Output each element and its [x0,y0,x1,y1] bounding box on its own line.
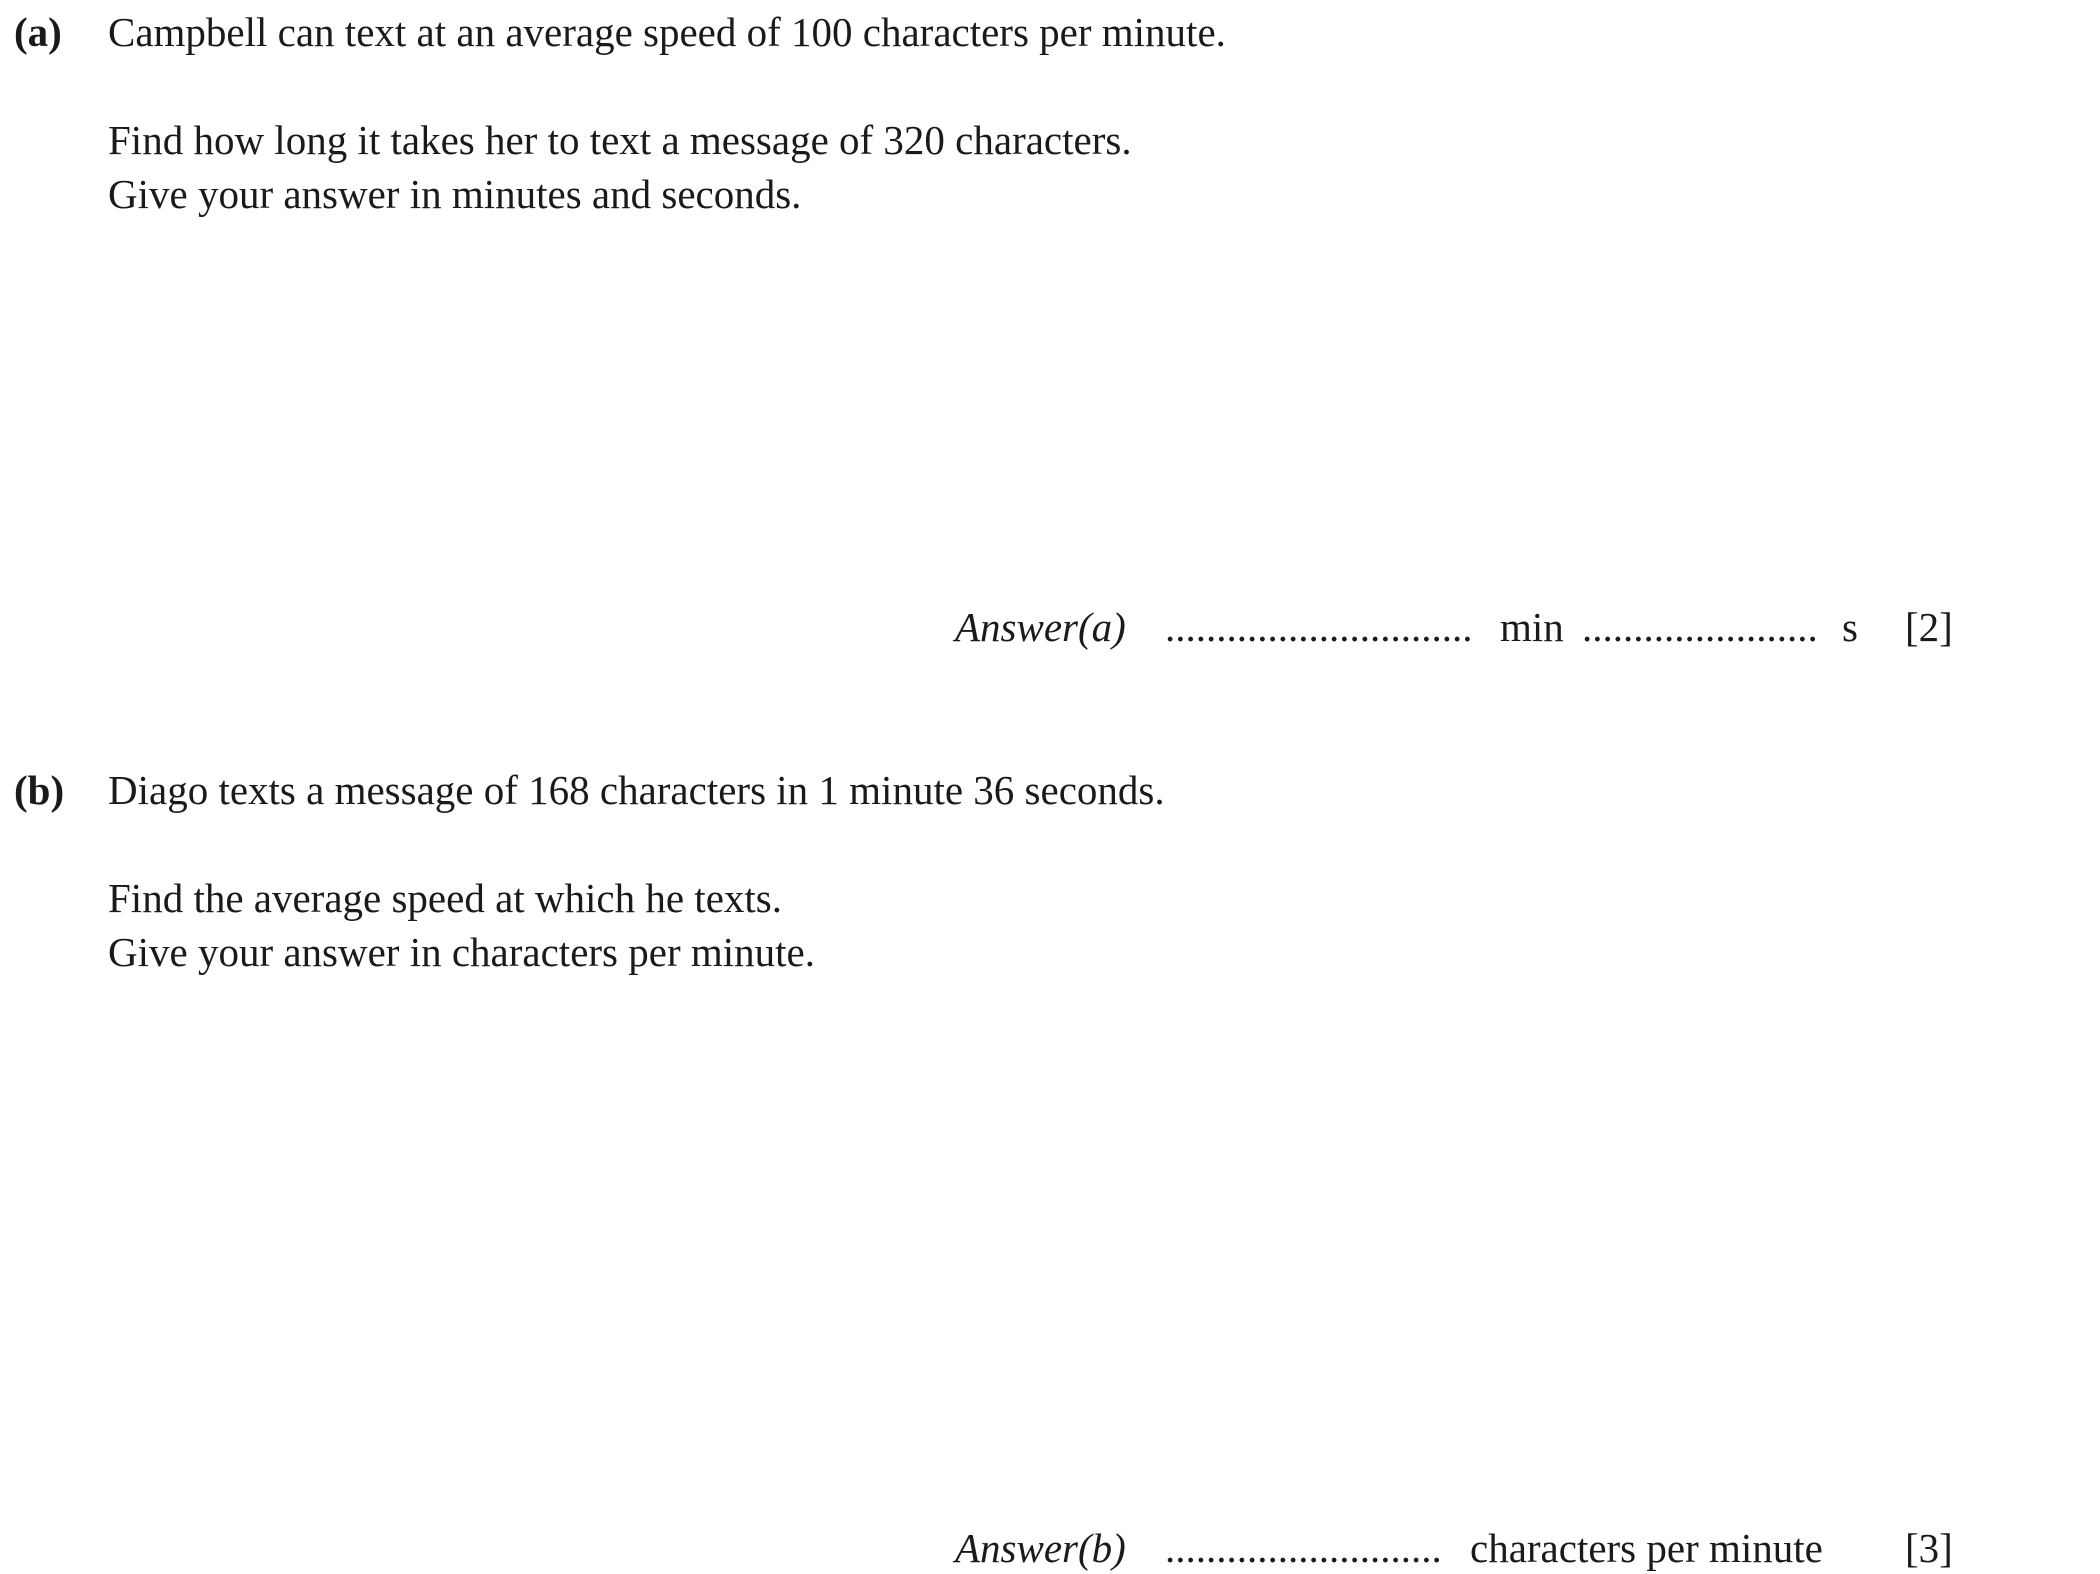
part-a-answer-prefix: Answer(a) [955,604,1126,650]
part-a-instruction-2: Give your answer in minutes and seconds. [108,171,802,217]
part-a-marks: [2] [1905,604,1953,650]
part-b-instruction-1: Find the average speed at which he texts. [108,875,782,921]
part-a-instruction-1: Find how long it takes her to text a message of 320 characters. [108,117,1132,163]
part-a-answer-unit-s: s [1842,604,1858,650]
part-b-statement: Diago texts a message of 168 characters in 1 minute 36 seconds. [108,767,1165,813]
part-b-instruction-2: Give your answer in characters per minute. [108,929,815,975]
part-b-marks: [3] [1905,1525,1953,1571]
part-a-statement: Campbell can text at an average speed of 100 characters per minute. [108,9,1226,55]
part-a-label: (a) [14,9,62,55]
part-a-answer-unit-min: min [1500,604,1564,650]
part-b-answer-prefix: Answer(b) [955,1525,1126,1571]
part-a-answer-field-minutes[interactable]: .............................. [1165,604,1473,650]
part-b-answer-unit: characters per minute [1470,1525,1823,1571]
part-b-label: (b) [14,767,65,813]
part-a-answer-field-seconds[interactable]: ....................... [1582,604,1818,650]
part-b-answer-field[interactable]: ........................... [1165,1525,1442,1571]
